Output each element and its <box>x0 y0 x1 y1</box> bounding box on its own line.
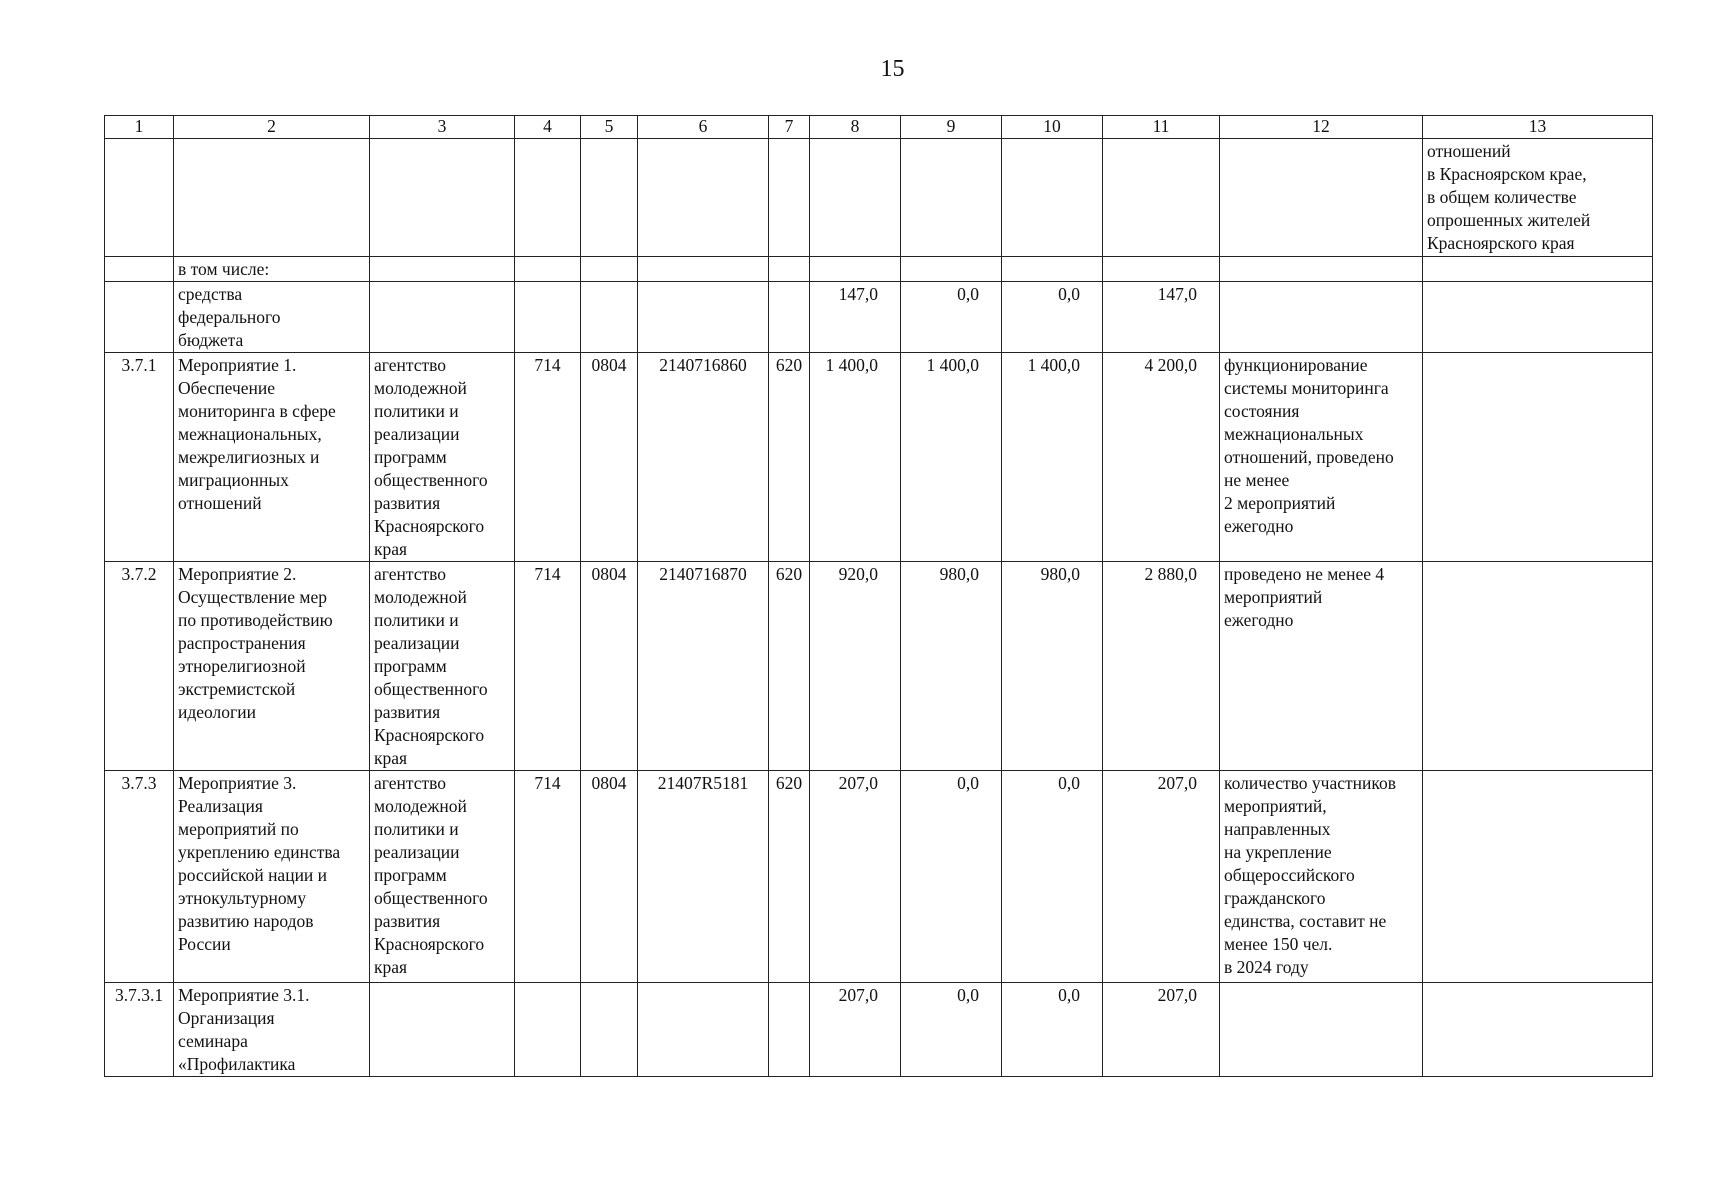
expected-result-cell <box>1220 282 1423 353</box>
target-article-code-cell: 21407R5181 <box>638 771 769 983</box>
indicator-cell <box>1423 983 1653 1077</box>
amount-col-9-cell: 0,0 <box>901 282 1002 353</box>
section-code-cell <box>581 139 638 257</box>
expected-result-cell: количество участников мероприятий, направленных на укрепление общероссийского гражданского единства, составит не менее 150 чел. в 2024 году <box>1220 771 1423 983</box>
expected-result-cell <box>1220 983 1423 1077</box>
column-number-cell: 11 <box>1103 116 1220 139</box>
executor-cell: агентство молодежной политики и реализации программ общественного развития Красноярского края <box>370 771 515 983</box>
measure-name-cell: в том числе: <box>174 257 370 282</box>
amount-col-8-cell: 207,0 <box>810 983 901 1077</box>
executor-cell <box>370 282 515 353</box>
column-number-cell: 3 <box>370 116 515 139</box>
amount-col-9-cell <box>901 257 1002 282</box>
column-number-cell: 9 <box>901 116 1002 139</box>
amount-total-cell: 147,0 <box>1103 282 1220 353</box>
target-article-code-cell <box>638 139 769 257</box>
expense-type-code-cell: 620 <box>769 353 810 562</box>
expense-type-code-cell: 620 <box>769 771 810 983</box>
section-code-cell <box>581 257 638 282</box>
executor-cell: агентство молодежной политики и реализации программ общественного развития Красноярского края <box>370 562 515 771</box>
indicator-cell <box>1423 257 1653 282</box>
expense-type-code-cell <box>769 257 810 282</box>
indicator-cell <box>1423 353 1653 562</box>
amount-total-cell: 207,0 <box>1103 983 1220 1077</box>
amount-total-cell: 2 880,0 <box>1103 562 1220 771</box>
amount-col-10-cell: 0,0 <box>1002 771 1103 983</box>
ministry-code-cell <box>515 282 581 353</box>
section-code-cell <box>581 983 638 1077</box>
amount-col-9-cell <box>901 139 1002 257</box>
measure-name-cell: Мероприятие 3.1. Организация семинара «Профилактика <box>174 983 370 1077</box>
column-number-cell: 2 <box>174 116 370 139</box>
amount-total-cell <box>1103 257 1220 282</box>
table-row <box>105 282 1653 353</box>
section-code-cell: 0804 <box>581 353 638 562</box>
expense-type-code-cell <box>769 282 810 353</box>
column-number-cell: 10 <box>1002 116 1103 139</box>
ministry-code-cell <box>515 257 581 282</box>
item-number-cell: 3.7.3.1 <box>105 983 174 1077</box>
target-article-code-cell: 2140716870 <box>638 562 769 771</box>
table-row <box>105 983 1653 1077</box>
amount-col-8-cell: 207,0 <box>810 771 901 983</box>
table-row <box>105 562 1653 771</box>
table-row <box>105 139 1653 257</box>
ministry-code-cell: 714 <box>515 771 581 983</box>
amount-col-10-cell: 0,0 <box>1002 282 1103 353</box>
column-number-cell: 12 <box>1220 116 1423 139</box>
expected-result-cell: функционирование системы мониторинга состояния межнациональных отношений, проведено не менее 2 мероприятий ежегодно <box>1220 353 1423 562</box>
amount-col-10-cell: 980,0 <box>1002 562 1103 771</box>
indicator-cell <box>1423 282 1653 353</box>
amount-col-8-cell: 147,0 <box>810 282 901 353</box>
amount-total-cell: 4 200,0 <box>1103 353 1220 562</box>
section-code-cell: 0804 <box>581 562 638 771</box>
target-article-code-cell <box>638 282 769 353</box>
item-number-cell: 3.7.3 <box>105 771 174 983</box>
item-number-cell: 3.7.1 <box>105 353 174 562</box>
ministry-code-cell: 714 <box>515 353 581 562</box>
ministry-code-cell: 714 <box>515 562 581 771</box>
amount-col-9-cell: 0,0 <box>901 771 1002 983</box>
ministry-code-cell <box>515 983 581 1077</box>
amount-col-8-cell: 1 400,0 <box>810 353 901 562</box>
indicator-cell <box>1423 771 1653 983</box>
column-number-cell: 8 <box>810 116 901 139</box>
amount-col-9-cell: 0,0 <box>901 983 1002 1077</box>
ministry-code-cell <box>515 139 581 257</box>
amount-col-8-cell <box>810 257 901 282</box>
indicator-cell <box>1423 562 1653 771</box>
column-number-cell: 7 <box>769 116 810 139</box>
column-number-cell: 1 <box>105 116 174 139</box>
expected-result-cell: проведено не менее 4 мероприятий ежегодно <box>1220 562 1423 771</box>
expense-type-code-cell <box>769 139 810 257</box>
measure-name-cell <box>174 139 370 257</box>
target-article-code-cell <box>638 983 769 1077</box>
amount-col-8-cell: 920,0 <box>810 562 901 771</box>
amount-col-10-cell <box>1002 257 1103 282</box>
target-article-code-cell <box>638 257 769 282</box>
item-number-cell <box>105 257 174 282</box>
item-number-cell: 3.7.2 <box>105 562 174 771</box>
program-measures-table <box>104 115 1653 1077</box>
item-number-cell <box>105 282 174 353</box>
amount-col-10-cell: 1 400,0 <box>1002 353 1103 562</box>
amount-col-8-cell <box>810 139 901 257</box>
column-number-cell: 13 <box>1423 116 1653 139</box>
amount-col-9-cell: 980,0 <box>901 562 1002 771</box>
column-number-cell: 6 <box>638 116 769 139</box>
column-number-row <box>105 116 1653 139</box>
measure-name-cell: Мероприятие 2. Осуществление мер по противодействию распространения этнорелигиозной экстремистской идеологии <box>174 562 370 771</box>
section-code-cell: 0804 <box>581 771 638 983</box>
executor-cell <box>370 983 515 1077</box>
amount-col-10-cell: 0,0 <box>1002 983 1103 1077</box>
expected-result-cell <box>1220 139 1423 257</box>
executor-cell <box>370 257 515 282</box>
item-number-cell <box>105 139 174 257</box>
amount-total-cell: 207,0 <box>1103 771 1220 983</box>
executor-cell: агентство молодежной политики и реализации программ общественного развития Красноярского края <box>370 353 515 562</box>
section-code-cell <box>581 282 638 353</box>
amount-total-cell <box>1103 139 1220 257</box>
amount-col-10-cell <box>1002 139 1103 257</box>
expense-type-code-cell: 620 <box>769 562 810 771</box>
indicator-cell: отношений в Красноярском крае, в общем количестве опрошенных жителей Красноярского края <box>1423 139 1653 257</box>
column-number-cell: 5 <box>581 116 638 139</box>
measure-name-cell: средства федерального бюджета <box>174 282 370 353</box>
table-row <box>105 771 1653 983</box>
page-number: 15 <box>880 56 905 82</box>
expense-type-code-cell <box>769 983 810 1077</box>
measure-name-cell: Мероприятие 3. Реализация мероприятий по укреплению единства российской нации и этнокультурному развитию народов России <box>174 771 370 983</box>
measure-name-cell: Мероприятие 1. Обеспечение мониторинга в сфере межнациональных, межрелигиозных и миграционных отношений <box>174 353 370 562</box>
target-article-code-cell: 2140716860 <box>638 353 769 562</box>
expected-result-cell <box>1220 257 1423 282</box>
amount-col-9-cell: 1 400,0 <box>901 353 1002 562</box>
table-row <box>105 353 1653 562</box>
executor-cell <box>370 139 515 257</box>
column-number-cell: 4 <box>515 116 581 139</box>
table-row <box>105 257 1653 282</box>
